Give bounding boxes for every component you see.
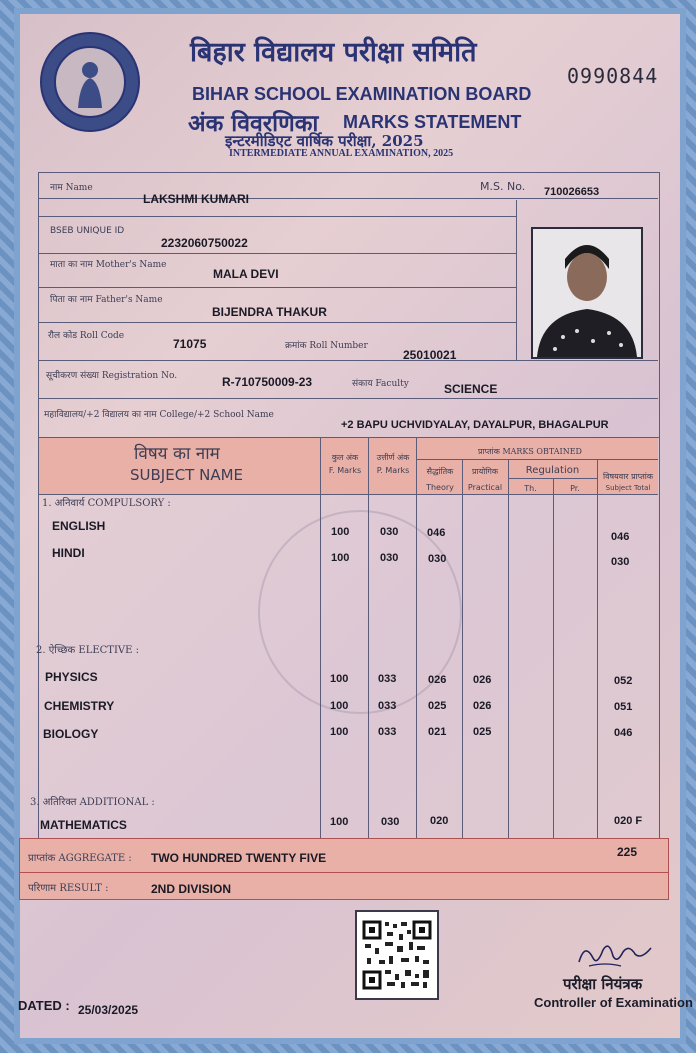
full-marks-header: F. Marks: [328, 466, 362, 475]
result-division: 2ND DIVISION: [151, 882, 232, 896]
pass-marks-header: P. Marks: [376, 466, 410, 475]
theory-header: Theory: [426, 483, 454, 492]
pass-marks: 033: [378, 726, 397, 738]
aggregate-label: प्राप्तांक AGGREGATE :: [28, 853, 132, 864]
issue-date: 25/03/2025: [78, 1003, 139, 1017]
controller-title: Controller of Examination: [534, 995, 693, 1010]
exam-name-english: INTERMEDIATE ANNUAL EXAMINATION, 2025: [229, 148, 454, 159]
subject-name: PHYSICS: [45, 670, 98, 684]
board-title-hindi: बिहार विद्यालय परीक्षा समिति: [190, 37, 477, 68]
controller-signature: [575, 936, 655, 972]
full-marks: 100: [330, 673, 349, 685]
practical-marks: 026: [473, 700, 492, 712]
theory-marks: 046: [427, 527, 446, 539]
faculty-label: संकाय Faculty: [352, 379, 409, 389]
subject-total: 030: [611, 556, 630, 568]
father-name: BIJENDRA THAKUR: [212, 305, 327, 319]
subject-name-header-hindi: विषय का नाम: [134, 444, 220, 464]
subject-name-header: SUBJECT NAME: [130, 466, 243, 484]
pass-marks-header-hindi: उत्तीर्ण अंक: [376, 453, 410, 462]
qr-code: [355, 910, 439, 1000]
pass-marks: 030: [380, 552, 399, 564]
subject-total: 052: [614, 675, 633, 687]
result-label: परिणाम RESULT :: [28, 883, 109, 894]
subject-total: 046: [614, 727, 633, 739]
subject-total: 020 F: [614, 815, 643, 827]
subject-name: CHEMISTRY: [44, 699, 115, 713]
registration-number: R-710750009-23: [222, 375, 313, 389]
elective-section-label: 2. ऐच्छिक ELECTIVE :: [36, 645, 139, 656]
practical-header: Practical: [467, 483, 503, 492]
theory-marks: 026: [428, 674, 447, 686]
theory-marks: 021: [428, 726, 447, 738]
mother-name: MALA DEVI: [213, 267, 279, 281]
regulation-practical-header: Pr.: [570, 484, 580, 493]
student-name: LAKSHMI KUMARI: [143, 192, 249, 206]
practical-header-hindi: प्रायोगिक: [471, 467, 499, 476]
practical-marks: 025: [473, 726, 492, 738]
full-marks: 100: [330, 726, 349, 738]
pass-marks: 033: [378, 673, 397, 685]
subject-total-header-hindi: विषयवार प्राप्तांक: [603, 472, 653, 481]
registration-label: सूचीकरण संख्या Registration No.: [46, 371, 178, 381]
subject-total-header: Subject Total: [605, 484, 651, 492]
dated-label: DATED :: [18, 998, 70, 1013]
practical-marks: 026: [473, 674, 492, 686]
full-marks: 100: [331, 552, 350, 564]
pass-marks: 030: [380, 526, 399, 538]
mother-name-label: माता का नाम Mother's Name: [50, 260, 167, 270]
statement-title-hindi: अंक विवरणिका: [188, 110, 319, 137]
unique-id: 2232060750022: [161, 236, 248, 250]
pass-marks: 030: [381, 816, 400, 828]
additional-section-label: 3. अतिरिक्त ADDITIONAL :: [30, 797, 155, 808]
board-seal-logo: [40, 32, 140, 132]
exam-name-hindi: इन्टरमीडिएट वार्षिक परीक्षा, 2025: [225, 132, 424, 150]
full-marks-header-hindi: कुल अंक: [331, 453, 359, 462]
ms-no-label: M.S. No.: [480, 180, 526, 193]
subject-name: MATHEMATICS: [40, 818, 127, 832]
marks-obtained-header: प्राप्तांक MARKS OBTAINED: [478, 447, 582, 456]
roll-code: 71075: [173, 337, 207, 351]
subject-name: BIOLOGY: [43, 727, 99, 741]
regulation-theory-header: Th.: [524, 484, 537, 493]
full-marks: 100: [330, 700, 349, 712]
aggregate-total: 225: [617, 845, 638, 859]
theory-header-hindi: सैद्धांतिक: [426, 467, 454, 476]
roll-number-label: क्रमांक Roll Number: [285, 341, 368, 351]
roll-number: 25010021: [403, 348, 457, 362]
board-title-english: BIHAR SCHOOL EXAMINATION BOARD: [192, 84, 532, 104]
controller-title-hindi: परीक्षा नियंत्रक: [563, 975, 643, 993]
statement-title-english: MARKS STATEMENT: [343, 112, 522, 132]
theory-marks: 020: [430, 815, 449, 827]
serial-number: 0990844: [567, 64, 659, 88]
college-label: महाविद्यालय/+2 विद्यालय का नाम College/+2 School Name: [44, 410, 274, 420]
ms-no: 710026653: [544, 186, 600, 198]
compulsory-section-label: 1. अनिवार्य COMPULSORY :: [42, 498, 171, 509]
subject-name: ENGLISH: [52, 519, 106, 533]
aggregate-result-band: [19, 838, 669, 900]
student-photo: [531, 227, 643, 359]
full-marks: 100: [330, 816, 349, 828]
college-name: +2 BAPU UCHVIDYALAY, DAYALPUR, BHAGALPUR: [341, 419, 609, 431]
faculty: SCIENCE: [444, 382, 498, 396]
name-label: नाम Name: [50, 183, 93, 193]
theory-marks: 030: [428, 553, 447, 565]
theory-marks: 025: [428, 700, 447, 712]
full-marks: 100: [331, 526, 350, 538]
roll-code-label: रौल कोड Roll Code: [48, 331, 125, 341]
subject-total: 051: [614, 701, 633, 713]
subject-total: 046: [611, 531, 630, 543]
aggregate-in-words: TWO HUNDRED TWENTY FIVE: [151, 851, 327, 865]
father-name-label: पिता का नाम Father's Name: [50, 295, 163, 305]
regulation-header: Regulation: [525, 465, 580, 476]
subject-name: HINDI: [52, 546, 85, 560]
unique-id-label: BSEB UNIQUE ID: [50, 226, 125, 236]
pass-marks: 033: [378, 700, 397, 712]
